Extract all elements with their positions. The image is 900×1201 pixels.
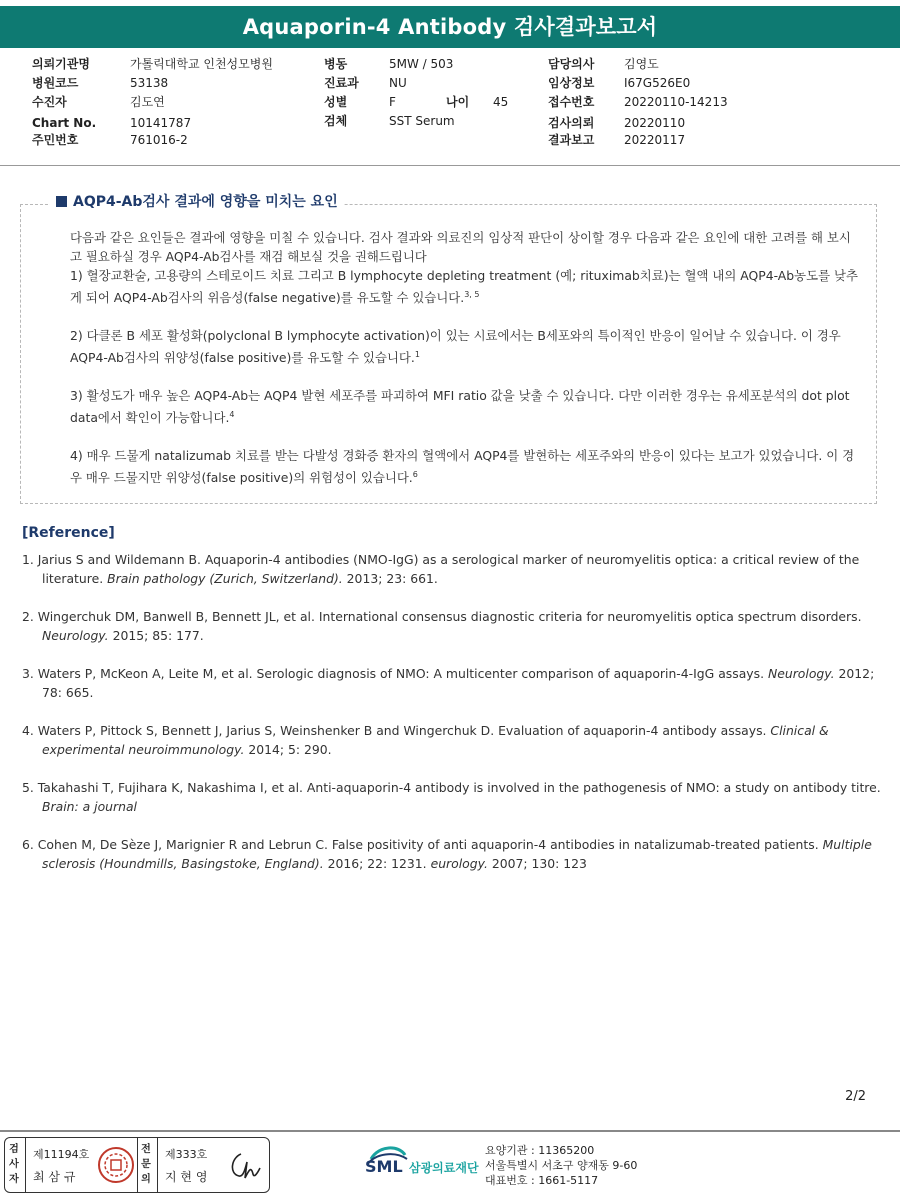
seal-icon [97,1146,135,1184]
org-name: 삼광의료재단 [409,1161,479,1175]
signature-icon [227,1148,263,1182]
age-value: 45 [493,95,509,109]
info-value: 가톨릭대학교 인천성모병원 [130,57,273,71]
factor-item: 2) 다클론 B 세포 활성화(polyclonal B lymphocyte activation)이 있는 시료에서는 B세포와의 특이적인 반응이 일어날 수 있습니다. 이 경우 AQP4-Ab검사의 위양성(false positive)를 유도할 수 있습니다.$^1$ [70,328,841,366]
info-label: 접수번호 [548,95,595,109]
info-label: 검체 [324,114,348,128]
org-logo [365,1143,481,1187]
factors-intro: 다음과 같은 요인들은 결과에 영향을 미칠 수 있습니다. 검사 결과와 의료진의 임상적 판단이 상이할 경우 다음과 같은 요인에 대한 고려를 해 보시고 필요하실 경우 AQP4-Ab검사를 재검 해보실 것을 권해드립니다 [70,230,851,264]
info-label: 성별 [324,95,348,109]
age-label: 나이 [446,95,470,109]
info-label: 검사의뢰 [548,116,595,130]
info-value: SST Serum [389,114,455,128]
info-label: 결과보고 [548,133,595,147]
info-value: 20220110-14213 [624,95,728,109]
info-value: I67G526E0 [624,76,691,90]
inspector-label: 검사자 [9,1144,19,1185]
reference-item: 5. Takahashi T, Fujihara K, Nakashima I, et al. Anti-aquaporin-4 antibody is involved in the pathogenesis of NMO: a study on antibody titre. Brain: a journal [22,780,881,814]
info-label: 의뢰기관명 [32,57,90,71]
info-value: 53138 [130,76,169,90]
info-label: 주민번호 [32,133,79,147]
info-label: 임상정보 [548,76,595,90]
org-info [485,1143,637,1188]
reference-title: [Reference] [22,525,115,541]
divider [0,165,900,166]
info-value: 5MW / 503 [389,57,454,71]
info-label: 병원코드 [32,76,79,90]
doctor-label: 전문의 [141,1144,151,1185]
factor-item: 4) 매우 드물게 natalizumab 치료를 받는 다발성 경화증 환자의 혈액에서 AQP4를 발현하는 세포주와의 반응이 있다는 보고가 있었습니다. 이 경우 매우 드물지만 위양성(false positive)의 위험성이 있습니다.$^6$ [70,448,855,486]
reference-item: 6. Cohen M, De Sèze J, Marignier R and Lebrun C. False positivity of anti aquaporin-4 antibodies in natalizumab-treated patients. Multiple sclerosis (Houndmills, Basingstoke, England). 2016; 22: 1231. eurology. 2007; 130: 123 [22,837,872,871]
inspector-number: 제11194호 [33,1148,90,1161]
info-label: Chart No. [32,116,97,130]
info-value: NU [389,76,407,90]
info-value: 20220117 [624,133,686,147]
info-label: 진료과 [324,76,359,90]
org-address: 서울특별시 서초구 양재동 9-60 [485,1159,638,1172]
square-bullet-icon [56,196,67,207]
info-value: 김도연 [130,95,165,109]
page-number: 2/2 [845,1089,866,1104]
reference-item: 2. Wingerchuk DM, Banwell B, Bennett JL, et al. International consensus diagnostic criteria for neuromyelitis optica spectrum disorders. Neurology. 2015; 85: 177. [22,609,862,643]
org-code: 요양기관 : 11365200 [485,1144,595,1157]
info-label: 수진자 [32,95,67,109]
inspector-name: 최 삼 규 [33,1170,76,1184]
factors-title: AQP4-Ab검사 결과에 영향을 미치는 요인 [50,191,344,211]
info-label: 담당의사 [548,57,595,71]
factor-item: 1) 혈장교환술, 고용량의 스테로이드 치료 그리고 B lymphocyte depleting treatment (예; rituximab치료)는 혈액 내의 AQP4-Ab농도를 낮추게 되어 AQP4-Ab검사의 위음성(false negative)를 유도할 수 있습니다.$^{3, 5}$ [70,268,858,306]
info-label: 병동 [324,57,348,71]
signature-box [4,1137,270,1193]
factors-text [70,228,860,507]
report-title: Aquaporin-4 Antibody 검사결과보고서 [0,6,900,48]
doctor-name: 지 현 영 [165,1170,208,1184]
info-value: 10141787 [130,116,192,130]
factor-item: 3) 활성도가 매우 높은 AQP4-Ab는 AQP4 발현 세포주를 파괴하여 MFI ratio 값을 낮출 수 있습니다. 다만 이러한 경우는 유세포분석의 dot plot data에서 확인이 가능합니다.$^4$ [70,388,850,426]
info-value: 김영도 [624,57,659,71]
reference-item: 4. Waters P, Pittock S, Bennett J, Jarius S, Weinshenker B and Wingerchuk D. Evaluation of aquaporin-4 antibody assays. Clinical & experimental neuroimmunology. 2014; 5: 290. [22,723,829,757]
reference-item: 1. Jarius S and Wildemann B. Aquaporin-4 antibodies (NMO-IgG) as a serological marker of neuromyelitis optica: a critical review of the literature. Brain pathology (Zurich, Switzerland). 2013; 23: 661. [22,552,860,586]
org-phone: 대표번호 : 1661-5117 [485,1174,599,1187]
footer-divider [0,1130,900,1132]
info-value: 20220110 [624,116,686,130]
logo-text: SML [365,1157,403,1176]
reference-list [22,550,897,892]
doctor-number: 제333호 [165,1148,208,1161]
info-value: 761016-2 [130,133,188,147]
info-value: F [389,95,396,109]
reference-item: 3. Waters P, McKeon A, Leite M, et al. Serologic diagnosis of NMO: A multicenter comparison of aquaporin-4-IgG assays. Neurology. 2012; 78: 665. [22,666,875,700]
